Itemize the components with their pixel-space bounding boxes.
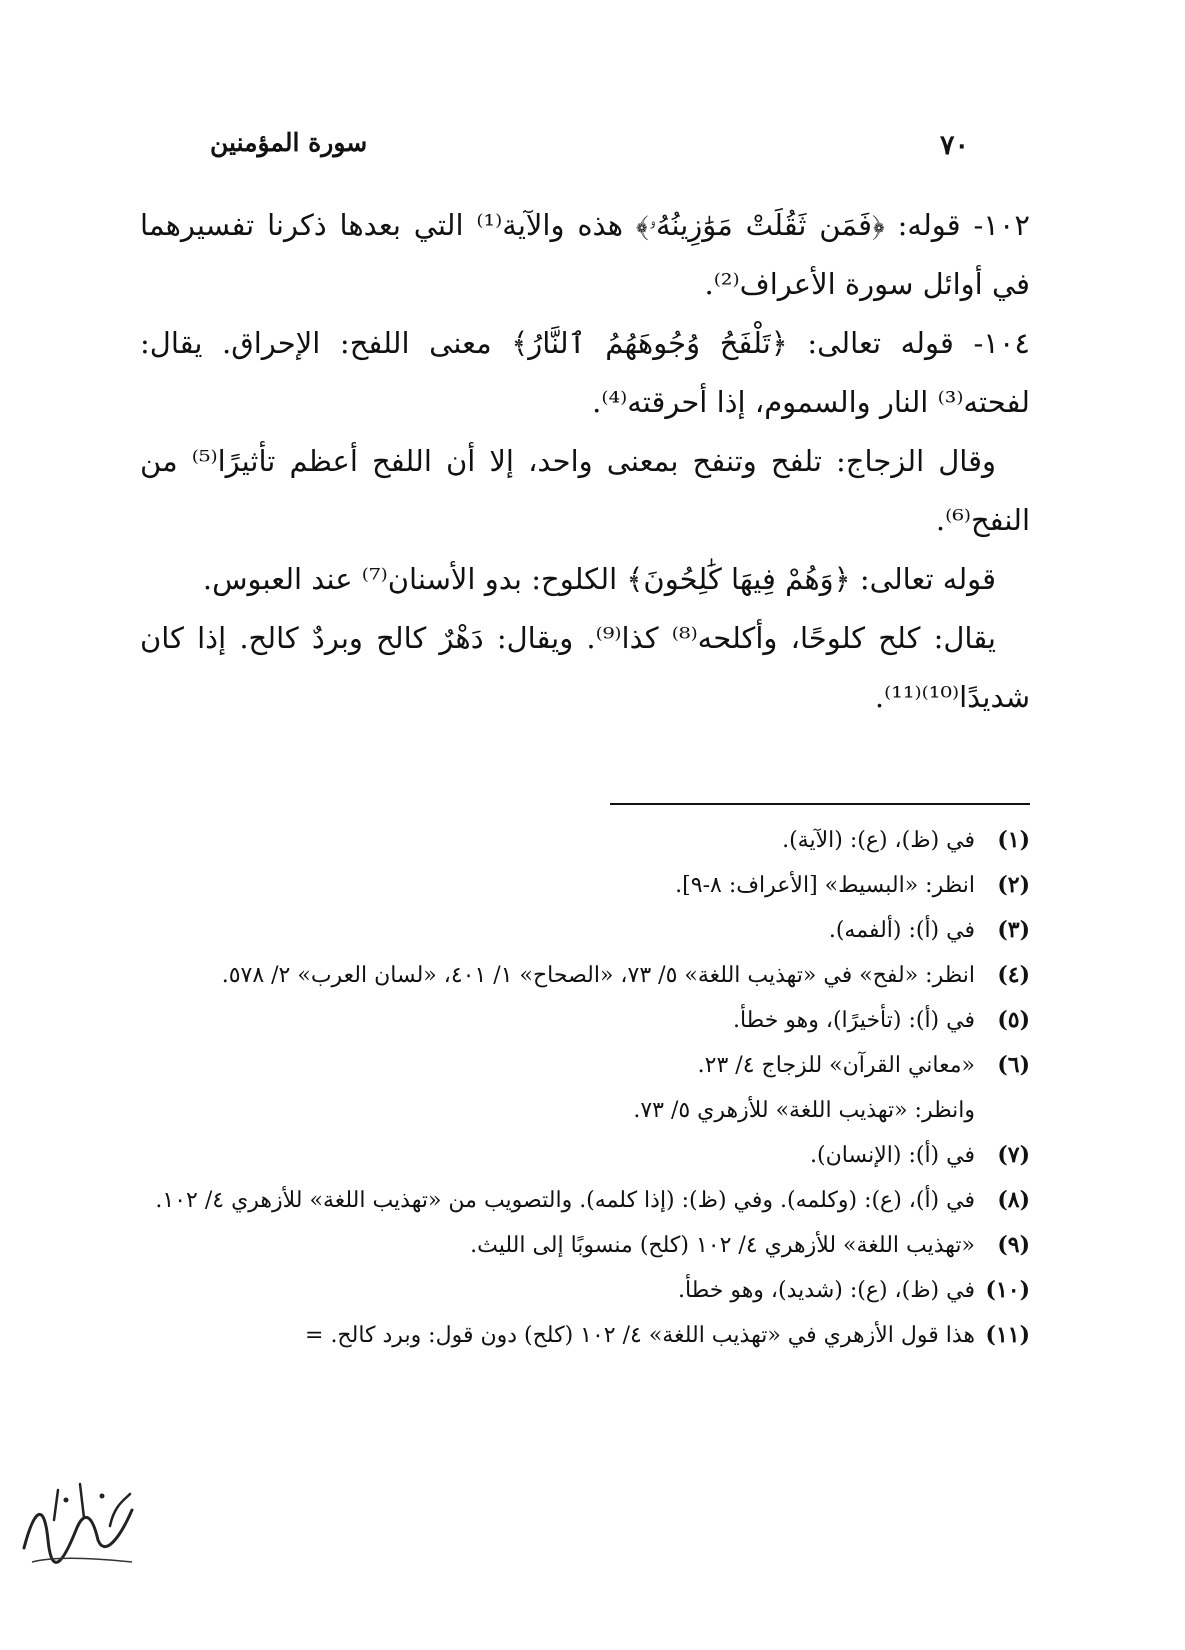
surah-title: سورة المؤمنين (210, 128, 368, 157)
footnote-text: في (أ): (تأخيرًا)، وهو خطأ. (732, 1008, 975, 1033)
footnote-text: وانظر: «تهذيب اللغة» للأزهري ٥/ ٧٣. (633, 1098, 975, 1123)
footnote-text: في (أ): (ألفمه). (828, 918, 975, 943)
footnote-number: (٨) (997, 1187, 1030, 1213)
calligraphy-seal-logo (14, 1470, 144, 1578)
footnote-text: «تهذيب اللغة» للأزهري ٤/ ١٠٢ (كلح) منسوبًا إلى الليث. (470, 1233, 975, 1258)
footnote-4 (140, 953, 1030, 998)
footnote-text: انظر: «لفح» في «تهذيب اللغة» ٥/ ٧٣، «الصحاح» ١/ ٤٠١، «لسان العرب» ٢/ ٥٧٨. (221, 963, 975, 988)
footnote-number: (٥) (997, 1007, 1030, 1033)
footnote-text: في (ظ)، (ع): (الآية). (782, 828, 975, 853)
footnote-number: (١) (997, 827, 1030, 853)
footnote-8 (140, 1178, 1030, 1223)
footnote-6-continuation (140, 1088, 1030, 1133)
footnotes (140, 818, 1030, 1358)
footnote-1 (140, 818, 1030, 863)
footnote-text: في (ظ)، (ع): (شديد)، وهو خطأ. (678, 1278, 975, 1303)
seal-calligraphy-icon (14, 1470, 144, 1578)
footnote-number: (١١) (985, 1322, 1030, 1348)
footnote-number: (٩) (997, 1232, 1030, 1258)
page-number: ٧٠ (939, 130, 969, 161)
footnote-number: (٧) (997, 1142, 1030, 1168)
footnote-2 (140, 863, 1030, 908)
footnote-number: (٢) (997, 872, 1030, 898)
footnote-text: انظر: «البسيط» [الأعراف: ٨-٩]. (675, 873, 975, 898)
paragraph-zajjaj: وقال الزجاج: تلفح وتنفح بمعنى واحد، إلا أن اللفح أعظم تأثيرًا⁽⁵⁾ من النفح⁽⁶⁾. (140, 444, 1030, 537)
footnote-7 (140, 1133, 1030, 1178)
paragraph-kalihun: قوله تعالى: ﴿وَهُمْ فِيهَا كَٰلِحُونَ﴾ الكلوح: بدو الأسنان⁽⁷⁾ عند العبوس. (202, 562, 996, 596)
footnote-number: (١٠) (985, 1277, 1030, 1303)
footnote-number: (٦) (997, 1052, 1030, 1078)
footnote-3 (140, 908, 1030, 953)
paragraph-verse-102: ١٠٢- قوله: ﴿فَمَن ثَقُلَتْ مَوَٰزِينُهُۥ﴾ هذه والآية⁽¹⁾ التي بعدها ذكرنا تفسيرهما في أوائل سورة الأعراف⁽²⁾. (140, 208, 1030, 301)
footnote-11 (140, 1313, 1030, 1358)
paragraph-kalah: يقال: كلح كلوحًا، وأكلحه⁽⁸⁾ كذا⁽⁹⁾. ويقال: دَهْرٌ كالح وبردٌ كالح. إذا كان شديدًا⁽¹⁰⁾⁽¹¹⁾. (140, 621, 1030, 714)
footnote-5 (140, 998, 1030, 1043)
footnote-9 (140, 1223, 1030, 1268)
main-text (140, 196, 1030, 727)
footnote-text: هذا قول الأزهري في «تهذيب اللغة» ٤/ ١٠٢ (كلح) دون قول: وبرد كالح. = (305, 1323, 975, 1348)
footnote-number: (٤) (997, 962, 1030, 988)
paragraph-verse-104: ١٠٤- قوله تعالى: ﴿تَلْفَحُ وُجُوهَهُمُ ٱلنَّارُ﴾ معنى اللفح: الإحراق. يقال: لفحته⁽³⁾ النار والسموم، إذا أحرقته⁽⁴⁾. (140, 326, 1030, 419)
footnote-10 (140, 1268, 1030, 1313)
footnote-number: (٣) (997, 917, 1030, 943)
footnote-text: «معاني القرآن» للزجاج ٤/ ٢٣. (697, 1053, 975, 1078)
footnote-text: في (أ): (الإنسان). (810, 1143, 975, 1168)
footnote-separator (610, 803, 1030, 805)
footnote-6 (140, 1043, 1030, 1088)
footnote-text: في (أ)، (ع): (وكلمه). وفي (ظ): (إذا كلمه). والتصويب من «تهذيب اللغة» للأزهري ٤/ ١٠٢. (155, 1188, 975, 1213)
